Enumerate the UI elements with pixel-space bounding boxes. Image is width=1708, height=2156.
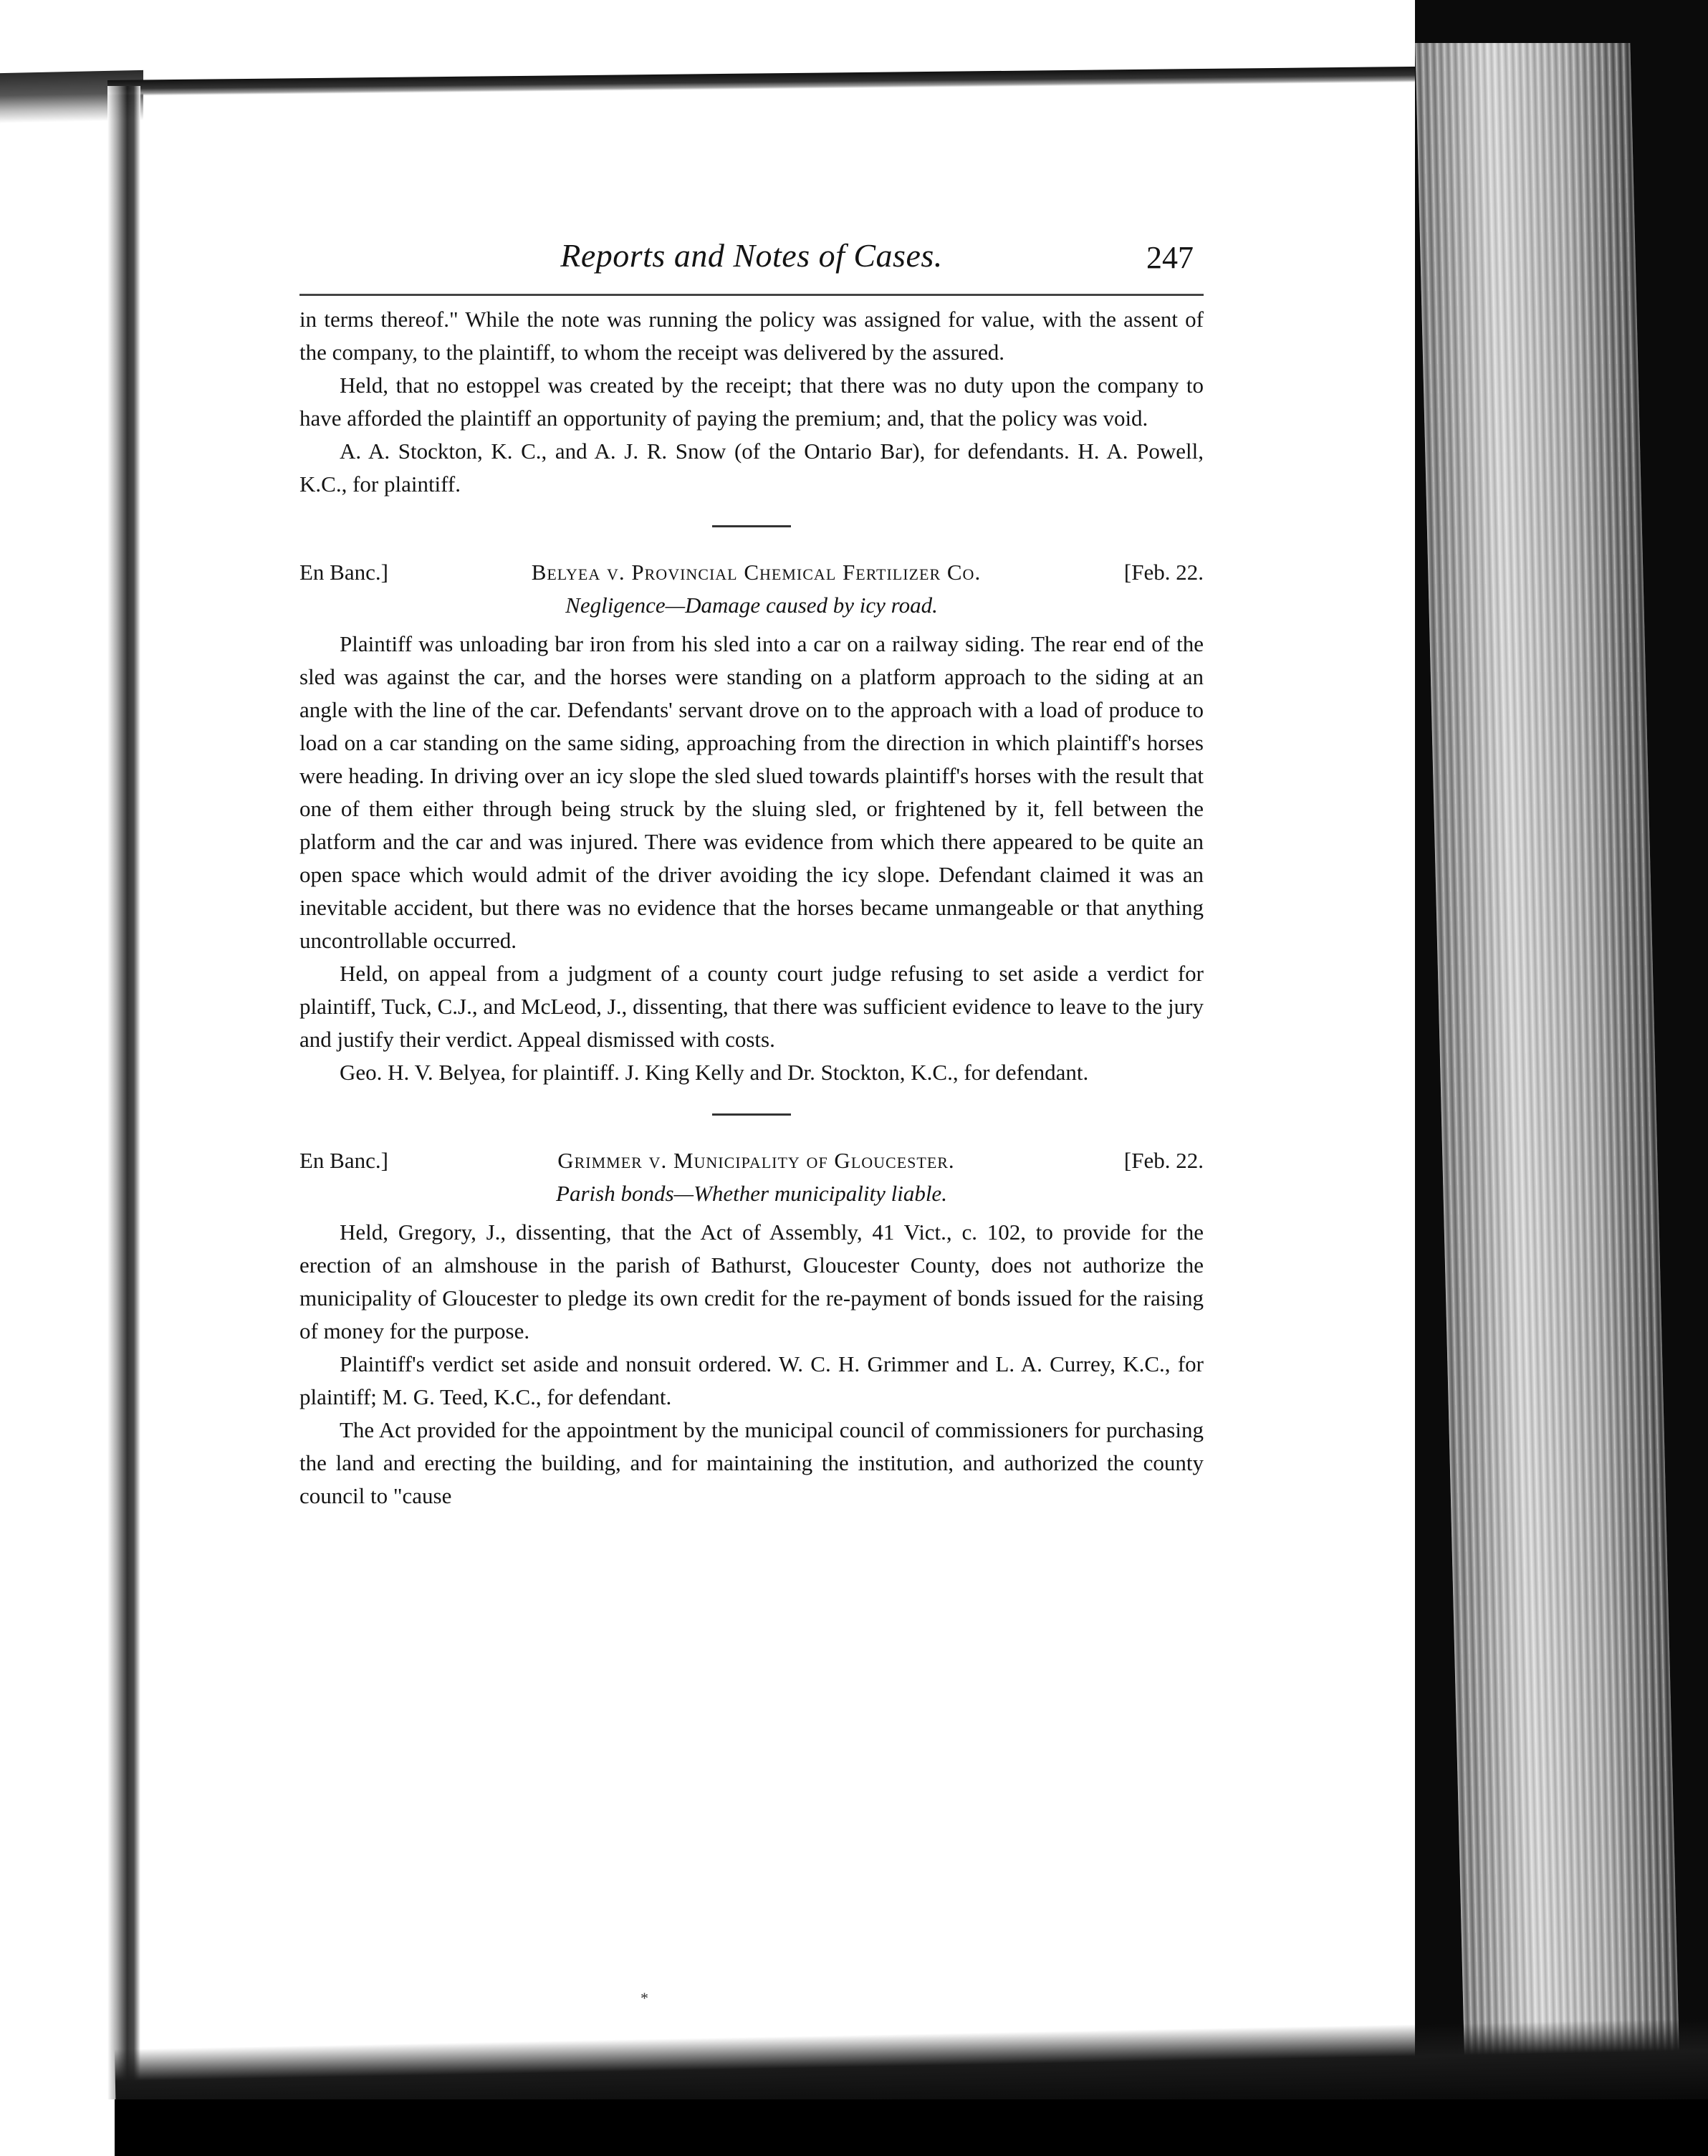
case3-date: [Feb. 22. (1123, 1148, 1204, 1173)
case3-holding: Held, Gregory, J., dissenting, that the Act of Assembly, 41 Vict., c. 102, to provide for the erection of an almshouse in the parish of Bathurst, Gloucester County, does not authorize the municipality of Gloucester to pledge its own credit for the re-payment of bonds issued for the raising of money for the purpose. (299, 1220, 1204, 1343)
book-edge-bottom-fill (115, 2099, 1708, 2156)
book-edge-top (107, 67, 1419, 96)
case1-holding: Held, that no estoppel was created by the receipt; that there was no duty upon the company to have afforded the plaintiff an opportunity of paying the premium; and, that the policy was void. (299, 373, 1204, 431)
page-number: 247 (1146, 240, 1194, 275)
case3-subject: Parish bonds—Whether municipality liable. (556, 1181, 947, 1206)
footer-mark: * (640, 1989, 648, 2007)
case2-holding: Held, on appeal from a judgment of a county court judge refusing to set aside a verdict for plaintiff, Tuck, C.J., and McLeod, J., dissenting, that there was sufficient evidence to leave to the jury and justify their verdict. Appeal dismissed with costs. (299, 961, 1204, 1052)
case2-date: [Feb. 22. (1123, 560, 1204, 585)
running-title: Reports and Notes of Cases. (560, 237, 943, 274)
case2-counsel: Geo. H. V. Belyea, for plaintiff. J. King Kelly and Dr. Stockton, K.C., for defendant. (340, 1060, 1089, 1085)
case2-facts: Plaintiff was unloading bar iron from his sled into a car on a railway siding. The rear end of the sled was against the car, and the horses were standing on a platform approach to the siding at an angle with the line of the car. Defendants' servant drove on to the approach with a load of produce to load on a car standing on the same siding, approaching from the direction in which plaintiff's horses were heading. In driving over an icy slope the sled slued towards plaintiff's horses with the result that one of them either through being struck by the sluing sled, or frightened by it, fell between the platform and the car and was injured. There was evidence from which there appeared to be quite an open space which would admit of the driver avoiding the icy slope. Defendant claimed it was an inevitable accident, but there was no evidence that the horses became unmangeable or that anything uncontrollable occurred. (299, 631, 1204, 953)
page-content (299, 236, 1204, 1513)
case3-title: Grimmer v. Municipality of Gloucester. (557, 1148, 955, 1173)
case2-court: En Banc.] (299, 560, 388, 585)
header-rule (299, 294, 1204, 296)
case3-act-description: The Act provided for the appointment by the municipal council of commissioners for purchasing the land and erecting the building, and for maintaining the institution, and authorized the county council to "cause (299, 1417, 1204, 1508)
case-separator-1 (712, 525, 791, 527)
case3-verdict: Plaintiff's verdict set aside and nonsuit ordered. W. C. H. Grimmer and L. A. Currey, K.C., for plaintiff; M. G. Teed, K.C., for defendant. (299, 1351, 1204, 1409)
case2-title: Belyea v. Provincial Chemical Fertilizer Co. (531, 560, 982, 585)
page-header (299, 236, 1204, 294)
case-separator-2 (712, 1113, 791, 1116)
book-edge-left (107, 86, 140, 2099)
case3-heading (299, 1144, 1204, 1177)
case2-subject: Negligence—Damage caused by icy road. (565, 593, 938, 618)
case2-heading (299, 556, 1204, 589)
case1-counsel: A. A. Stockton, K. C., and A. J. R. Snow (of the Ontario Bar), for defendants. H. A. Powell, K.C., for plaintiff. (299, 439, 1204, 497)
case3-court: En Banc.] (299, 1148, 388, 1173)
case1-paragraph-1: in terms thereof." While the note was running the policy was assigned for value, with the assent of the company, to the plaintiff, to whom the receipt was delivered by the assured. (299, 307, 1204, 365)
